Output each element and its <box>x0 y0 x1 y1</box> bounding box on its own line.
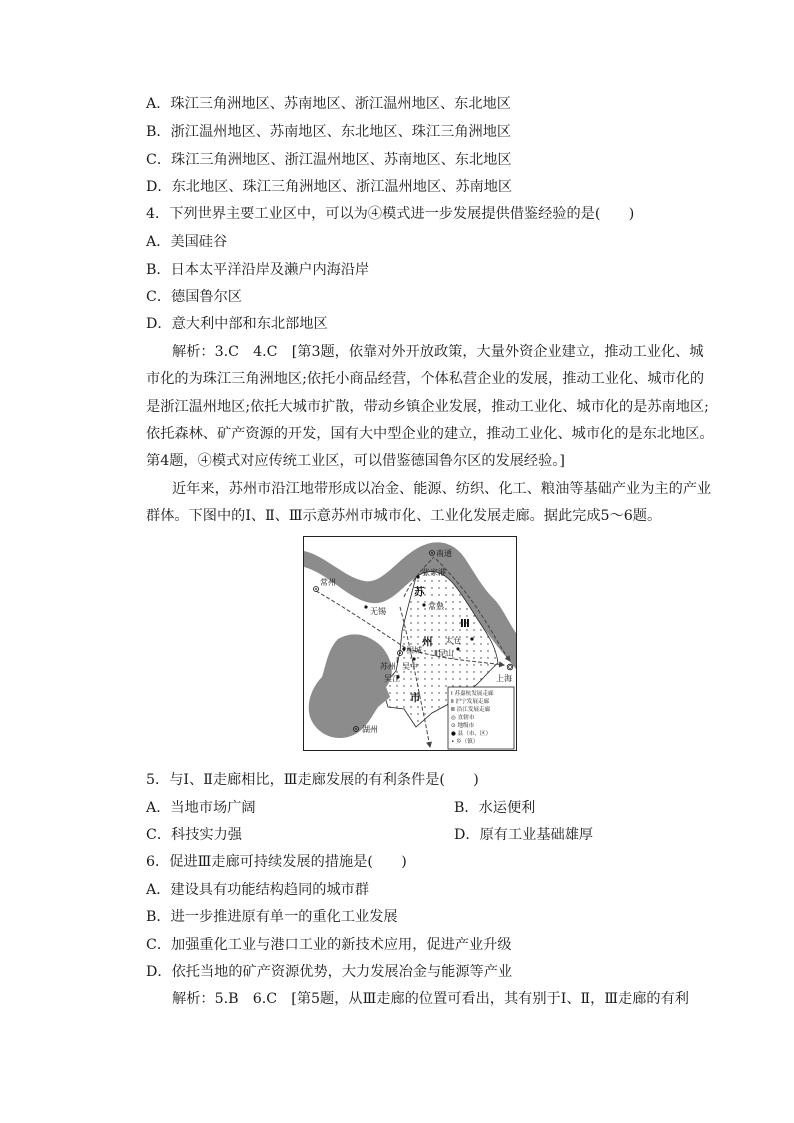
analysis1-line-1: 解析：3.C 4.C [第3题，依靠对外开放政策，大量外资企业建立，推动工业化、城 <box>172 344 704 360</box>
intro-line-1: 近年来，苏州市沿江地带形成以冶金、能源、纺织、化工、粮油等基础产业为主的产业 <box>172 481 712 497</box>
analysis1-line-4: 依托森林、矿产资源的开发，国有大中型企业的建立，推动工业化、城市化的是东北地区。 <box>146 426 714 442</box>
label-changzhou: 常州 <box>320 578 336 587</box>
q6-option-d: D．依托当地的矿产资源优势，大力发展冶金与能源等产业 <box>146 964 513 980</box>
q4-option-a: A．美国硅谷 <box>146 234 228 250</box>
q4-option-d: D．意大利中部和东北部地区 <box>146 316 328 332</box>
label-shi: 市 <box>410 692 421 704</box>
label-corridor-3: Ⅲ <box>460 618 470 630</box>
analysis1-line-3: 是浙江温州地区;依托大城市扩散，带动乡镇企业发展，推动工业化、城市化的是苏南地区; <box>146 399 709 415</box>
q4-stem: 4．下列世界主要工业区中，可以为④模式进一步发展提供借鉴经验的是( ) <box>146 206 635 222</box>
q5-option-b: B．水运便利 <box>454 800 536 816</box>
q3-option-a: A．珠江三角洲地区、苏南地区、浙江温州地区、东北地区 <box>146 96 511 112</box>
q4-option-c: C．德国鲁尔区 <box>146 289 242 305</box>
label-zhangjiagang: 张家港 <box>422 568 446 577</box>
q5-option-a: A．当地市场广阔 <box>146 800 256 816</box>
q6-option-b: B．进一步推进原有单一的重化工业发展 <box>146 909 398 925</box>
label-suzhou: 苏州 <box>380 662 396 671</box>
legend-township: • 乡（镇） <box>451 739 479 745</box>
q3-option-d: D．东北地区、珠江三角洲地区、浙江温州地区、苏南地区 <box>146 179 513 195</box>
label-taicang: 太仓 <box>445 636 461 645</box>
q6-option-a: A．建设具有功能结构趋同的城市群 <box>146 882 370 898</box>
map-legend <box>448 687 514 749</box>
label-nantong: 南通 <box>436 549 452 558</box>
q3-option-c: C．珠江三角洲地区、浙江温州地区、苏南地区、东北地区 <box>146 152 512 168</box>
label-changshu: 常熟 <box>428 602 444 611</box>
label-zhou: 州 <box>422 636 433 648</box>
analysis2-line-1: 解析：5.B 6.C [第5题，从Ⅲ走廊的位置可看出，其有别于Ⅰ、Ⅱ，Ⅲ走廊的有利 <box>172 991 689 1007</box>
analysis1-line-5: 第4题，④模式对应传统工业区，可以借鉴德国鲁尔区的发展经验。] <box>146 453 565 469</box>
label-corridor-2-kunshan: Ⅱ昆山 <box>434 649 454 658</box>
label-corridor-1: Ⅰ <box>396 656 399 665</box>
q3-option-b: B．浙江温州地区、苏南地区、东北地区、珠江三角洲地区 <box>146 124 512 140</box>
q6-stem: 6．促进Ⅲ走廊可持续发展的措施是( ) <box>146 854 407 870</box>
label-wuxi: 无锡 <box>370 607 386 616</box>
q6-option-c: C．加强重化工业与港口工业的新技术应用，促进产业升级 <box>146 937 512 953</box>
label-wujiang: 吴江 <box>384 674 400 683</box>
label-xiangcheng: 相城 <box>406 646 422 655</box>
suzhou-corridor-map <box>303 536 517 751</box>
q5-options-row-1 <box>146 798 666 818</box>
q5-option-c: C．科技实力强 <box>146 827 242 843</box>
label-su: 苏 <box>414 586 425 598</box>
analysis1-line-2: 市化的为珠江三角洲地区;依托小商品经营，个体私营企业的发展，推动工业化、城市化的 <box>146 371 705 387</box>
q5-option-d: D．原有工业基础雄厚 <box>454 827 594 843</box>
map-svg <box>304 537 516 750</box>
label-shanghai: 上海 <box>496 674 512 683</box>
q5-stem: 5．与Ⅰ、Ⅱ走廊相比，Ⅲ走廊发展的有利条件是( ) <box>146 772 479 788</box>
label-huzhou: 湖州 <box>362 725 378 734</box>
legend-corridor-1: Ⅰ 苏嘉杭发展走廊 <box>451 691 494 697</box>
lake-tai <box>309 634 392 738</box>
intro-line-2: 群体。下图中的Ⅰ、Ⅱ、Ⅲ示意苏州市城市化、工业化发展走廊。据此完成5～6题。 <box>146 508 662 524</box>
q5-options-row-2 <box>146 825 666 845</box>
legend-corridor-2: Ⅱ 沪宁发展走廊 <box>451 699 490 705</box>
legend-municipality: ◎ 直辖市 <box>451 715 475 721</box>
legend-prefecture-city: ⊙ 地级市 <box>451 723 475 729</box>
q4-option-b: B．日本太平洋沿岸及濑户内海沿岸 <box>146 262 370 278</box>
label-wuzhong: 吴中 <box>402 662 418 671</box>
legend-corridor-3: Ⅲ 沿江发展走廊 <box>451 707 491 713</box>
legend-county: ● 县（市、区） <box>451 731 492 737</box>
